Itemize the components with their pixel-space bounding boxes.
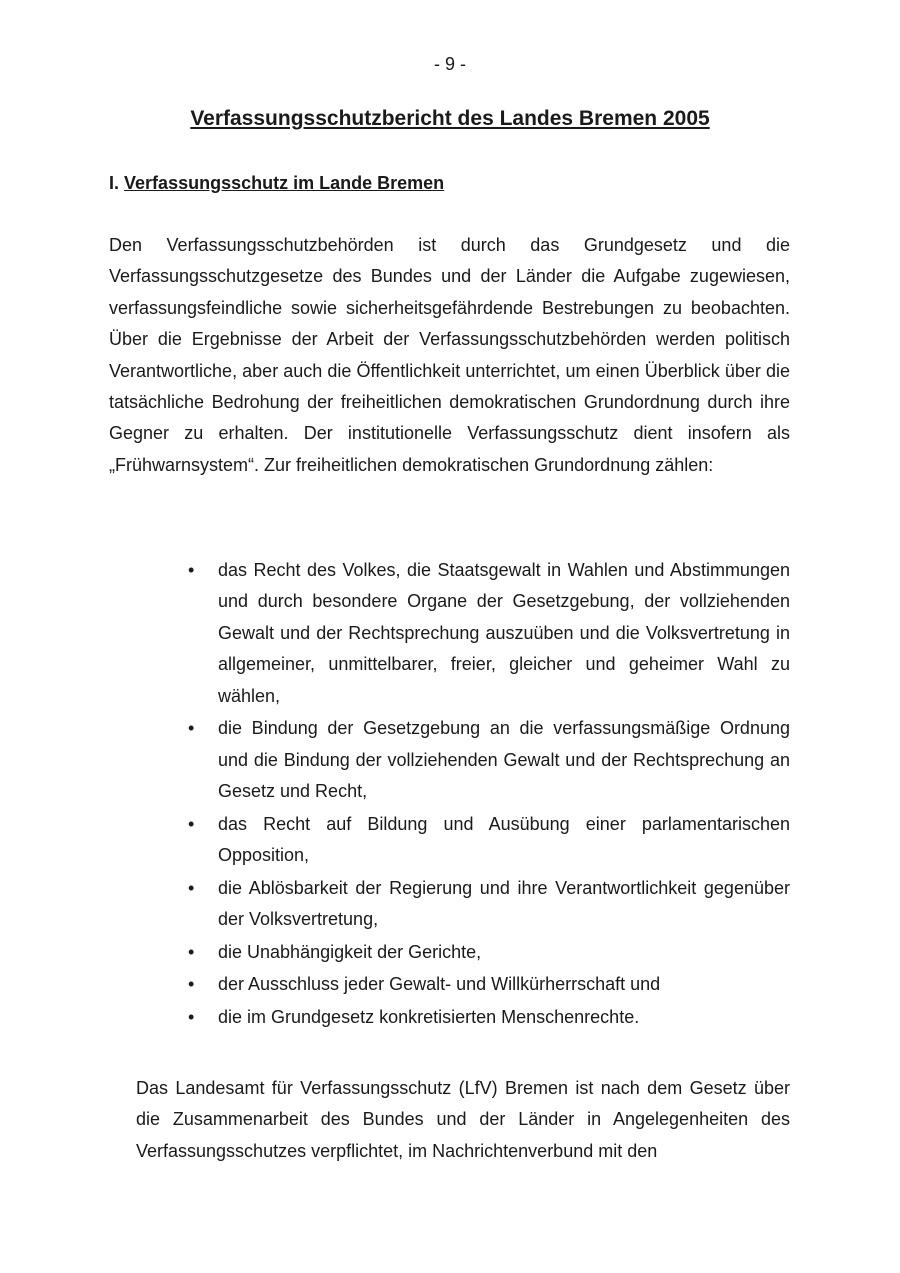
document-title [0, 105, 900, 133]
list-item [188, 555, 790, 712]
list-item [188, 713, 790, 807]
list-item [188, 873, 790, 936]
list-item-text: der Ausschluss jeder Gewalt- und Willkürherrschaft und [218, 974, 661, 995]
section-numeral: I. [109, 173, 120, 193]
intro-paragraph: Den Verfassungsschutzbehörden ist durch das Grundgesetz und die Verfassungsschutzgesetze des Bundes und der Länder die Aufgabe zugewiesen, verfassungsfeindliche sowie sicherheitsgefährdende Bestrebungen zu beobachten. Über die Ergebnisse der Arbeit der Verfassungsschutzbehörden werden politisch Verantwortliche, aber auch die Öffentlichkeit unterrichtet, um einen Überblick über die tatsächliche Bedrohung der freiheitlichen demokratischen Grundordnung durch ihre Gegner zu erhalten. Der institutionelle Verfassungsschutz dient insofern als „Frühwarnsystem“. Zur freiheitlichen demokratischen Grundordnung zählen: [109, 235, 790, 475]
grundordnung-list [188, 555, 790, 1034]
bullet-icon: • [188, 1006, 195, 1027]
bullet-icon: • [188, 877, 195, 898]
page-number: - 9 - [433, 54, 466, 74]
bullet-icon: • [188, 974, 195, 995]
final-paragraph: Das Landesamt für Verfassungsschutz (LfV) Bremen ist nach dem Gesetz über die Zusammenarbeit des Bundes und der Länder in Angelegenheiten des Verfassungsschutzes verpflichtet, im Nachrichtenverbund mit den [136, 1078, 790, 1161]
bullet-icon: • [188, 941, 195, 962]
bullet-icon: • [188, 813, 195, 834]
section-heading [109, 171, 444, 195]
list-item-text: das Recht auf Bildung und Ausübung einer parlamentarischen Opposition, [218, 813, 790, 866]
bullet-icon: • [188, 718, 195, 739]
section-title: Verfassungsschutz im Lande Bremen [124, 173, 445, 193]
list-item [188, 937, 790, 968]
list-item [188, 969, 790, 1000]
list-item-text: die Unabhängigkeit der Gerichte, [218, 941, 482, 962]
list-item-text: die im Grundgesetz konkretisierten Menschenrechte. [218, 1006, 640, 1027]
list-item-text: die Ablösbarkeit der Regierung und ihre Verantwortlichkeit gegenüber der Volksvertretung, [218, 877, 790, 930]
list-item-text: die Bindung der Gesetzgebung an die verfassungsmäßige Ordnung und die Bindung der vollziehenden Gewalt und der Rechtsprechung an Gesetz und Recht, [218, 718, 790, 802]
list-item [188, 1002, 790, 1033]
list-item [188, 809, 790, 872]
bullet-icon: • [188, 560, 195, 580]
document-title-text: Verfassungsschutzbericht des Landes Bremen 2005 [190, 107, 710, 130]
list-item-text: das Recht des Volkes, die Staatsgewalt in Wahlen und Abstimmungen und durch besondere Organe der Gesetzgebung, der vollziehenden Gewalt und der Rechtsprechung auszuüben und die Volksvertretung in allgemeiner, unmittelbarer, freier, gleicher und geheimer Wahl zu wählen, [218, 560, 790, 706]
